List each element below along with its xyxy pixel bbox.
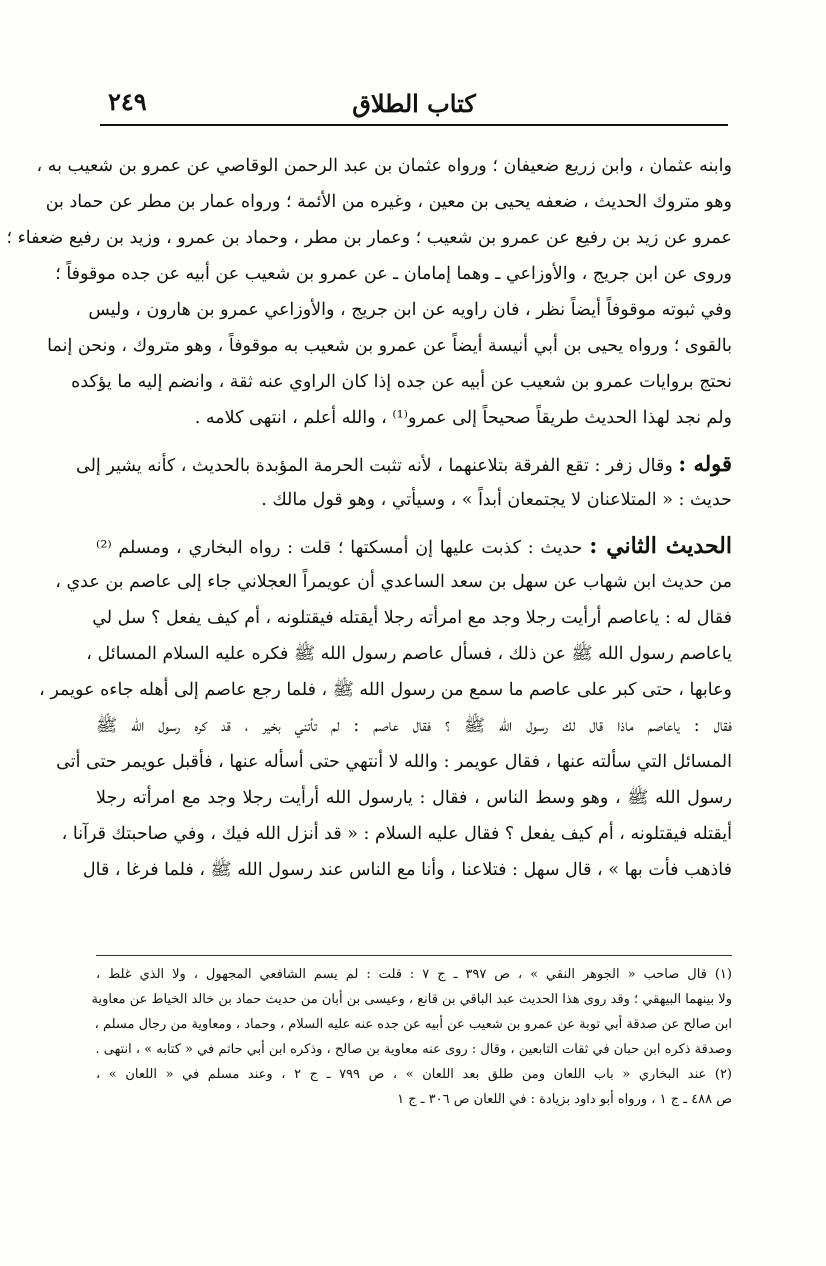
- footnote-line: ص ٤٨٨ ـ ج ١ ، ورواه أبو داود بزيادة : في اللعان ص ٣٠٦ ـ ج ١: [397, 1092, 732, 1107]
- footnote-line: ولا بينهما البيهقي ؛ وقد روى هذا الحديث عبد الباقي بن قانع ، وعيسى بن أبان من حديث حماد بن خالد الخياط عن معاوية: [91, 992, 732, 1007]
- footnote-line: (١) قال صاحب « الجوهر النقي » ، ص ٣٩٧ ـ ج ٧ : قلت : لم يسم الشافعي المجهول ، ولا الذي غلط ،: [96, 967, 732, 982]
- footnote-line: وصدقة ذكره ابن حبان في ثقات التابعين ، وقال : روى عنه معاوية بن صالح ، وذكره ابن أبي حاتم في « كتابه » ، انتهى .: [95, 1042, 732, 1057]
- page-number: ٢٤٩: [108, 87, 147, 116]
- text-line: ولم نجد لهذا الحديث طريقاً صحيحاً إلى عمرو⁽¹⁾ ، والله أعلم ، انتهى كلامه .: [194, 408, 732, 428]
- text-line: أيقتله فيقتلونه ، أم كيف يفعل ؟ فقال عليه السلام : « قد أنزل الله فيك ، وفي صاحبتك قرآنا ،: [61, 824, 732, 844]
- text-line: ياعاصم رسول الله ﷺ عن ذلك ، فسأل عاصم رسول الله ﷺ فكره عليه السلام المسائل ،: [86, 644, 732, 664]
- text-line: رسول الله ﷺ ، وهو وسط الناس ، فقال : يارسول الله أرأيت رجلا وجد مع امرأته رجلا: [96, 788, 732, 808]
- text-line: وابنه عثمان ، وابن زريع ضعيفان ؛ ورواه عثمان بن عبد الرحمن الوقاصي عن عمرو بن شعيب به ،: [36, 156, 732, 176]
- text-line: عمرو عن زيد بن رفيع عن عمرو بن شعيب ؛ وعمار بن مطر ، وحماد بن عمرو ، وزيد بن رفيع ضعفاء ؛: [6, 228, 732, 248]
- text-line: وروى عن ابن جريج ، والأوزاعي ـ وهما إمامان ـ عن عمرو بن شعيب عن أبيه عن جده موقوفاً ؛: [55, 264, 732, 284]
- text-line: فقال له : ياعاصم أرأيت رجلا وجد مع امرأته رجلا أيقتله فيقتلونه ، أم كيف يفعل ؟ سل لي: [92, 608, 732, 628]
- text-line: [76, 446, 732, 482]
- footnote-rule: [96, 955, 732, 956]
- text-line: [96, 528, 732, 564]
- text-line: وهو متروك الحديث ، ضعفه يحيى بن معين ، وغيره من الأئمة ؛ ورواه عمار بن مطر عن حماد بن: [45, 192, 732, 212]
- running-title: كتاب الطلاق: [352, 89, 476, 118]
- text-line: وفي ثبوته موقوفاً أيضاً نظر ، فان راويه عن ابن جريج ، والأوزاعي عمرو بن هارون ، وليس: [88, 300, 732, 320]
- text-line: المسائل التي سألته عنها ، فقال عويمر : والله لا أنتهي حتى أسأله عنها ، فأقبل عويمر حتى أتى: [56, 752, 732, 772]
- section-title: الحديث الثاني :: [589, 533, 732, 559]
- text-line: وعابها ، حتى كبر على عاصم ما سمع من رسول الله ﷺ ، فلما رجع عاصم إلى أهله جاءه عويمر ،: [39, 680, 732, 700]
- header-rule: [100, 124, 728, 126]
- footnote-line: ابن صالح عن صدقة أبي توبة عن عمرو بن شعيب عن أبيه عن جده عنه عليه السلام ، وحماد ، ومعاوية من رجال مسلم ،: [94, 1017, 732, 1032]
- text-line: حديث : « المتلاعنان لا يجتمعان أبداً » ، وسيأتي ، وهو قول مالك .: [261, 490, 732, 510]
- footnotes: [91, 962, 732, 1112]
- paragraph-lead: قوله :: [678, 451, 732, 476]
- main-text: [6, 148, 732, 888]
- text-line: من حديث ابن شهاب عن سهل بن سعد الساعدي أن عويمراً العجلاني جاء إلى عاصم بن عدي ،: [55, 572, 732, 592]
- text-line: فقال : ياعاصم ماذا قال لك رسول الله ﷺ ؟ فقال عاصم : لم تأتني بخير ، قد كره رسول الله ﷺ: [96, 716, 732, 736]
- footnote-line: (٢) عند البخاري « باب اللعان ومن طلق بعد اللعان » ، ص ٧٩٩ ـ ج ٢ ، وعند مسلم في « اللعان » ،: [96, 1067, 732, 1082]
- text-line: بالقوى ؛ ورواه يحيى بن أبي أنيسة أيضاً عن عمرو بن شعيب به موقوفاً ، وهو متروك ، ونحن إنما: [47, 336, 732, 356]
- text-line: نحتج بروايات عمرو بن شعيب عن أبيه عن جده إذا كان الراوي عنه ثقة ، وانضم إليه ما يؤكده: [71, 372, 732, 392]
- page-header: [100, 80, 728, 120]
- paragraph-text: حديث : كذبت عليها إن أمسكتها ؛ قلت : رواه البخاري ، ومسلم ⁽²⁾: [96, 538, 583, 558]
- paragraph-text: وقال زفر : تقع الفرقة بتلاعنهما ، لأنه تثبت الحرمة المؤبدة بالحديث ، كأنه يشير إلى: [76, 456, 673, 476]
- text-line: فاذهب فأت بها » ، قال سهل : فتلاعنا ، وأنا مع الناس عند رسول الله ﷺ ، فلما فرغا ، قال: [82, 860, 732, 880]
